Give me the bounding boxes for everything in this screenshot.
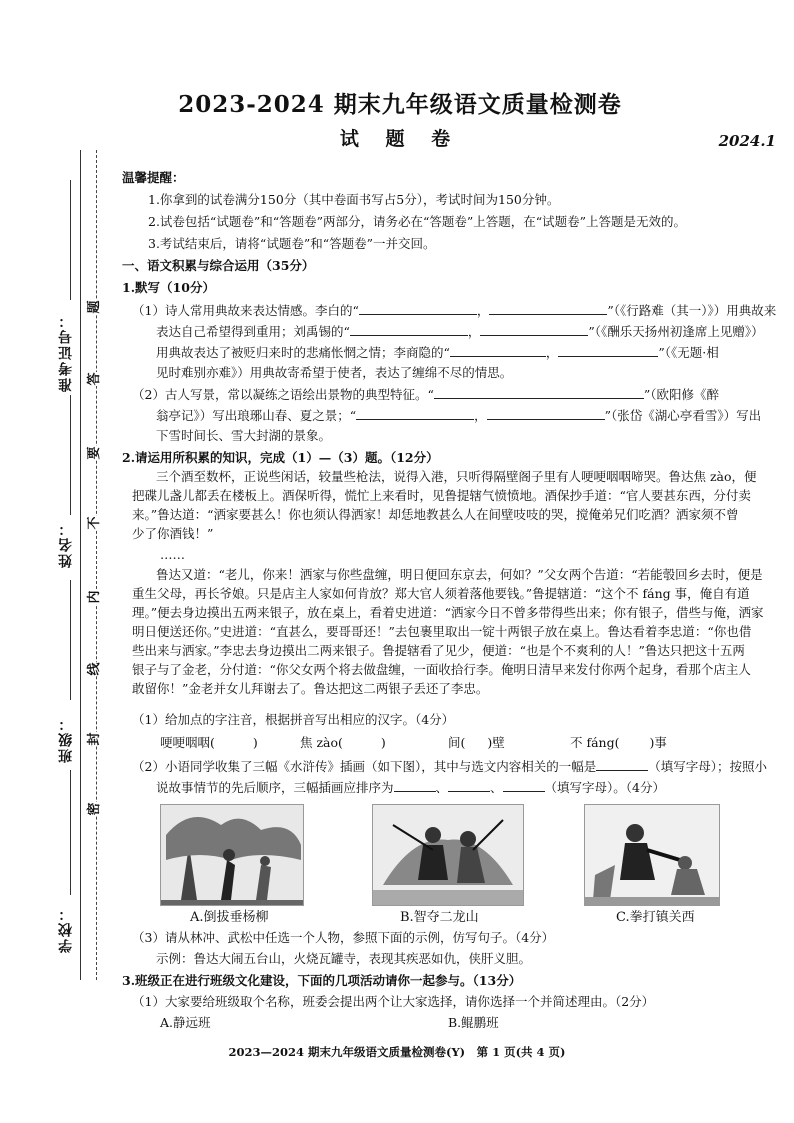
pinyin-item: 哽哽咽咽( ) [160, 735, 258, 750]
q3-sub1: （1）大家要给班级取个名称，班委会提出两个让大家选择，请你选择一个并简述理由。（2分） [132, 994, 655, 1009]
pinyin-item: 间( )壁 [448, 735, 505, 750]
seal-char: 答 [87, 372, 102, 386]
q1-line: 用典故表达了被贬归来时的悲痛怅惘之情；李商隐的“ ， ”（《无题·相 [156, 345, 719, 360]
battle-illustration-icon [373, 805, 523, 905]
illustration-caption: C.拳打镇关西 [616, 910, 695, 925]
passage-line: 银子与了金老，分付道：“你父女两个将去做盘缠，一面收拾行李。俺明日清早来发付你两个起身，看那个店主人 [132, 662, 751, 677]
seal-char: 内 [87, 590, 102, 604]
option-a: A.静远班 [160, 1015, 211, 1030]
exam-title: 2023-2024 期末九年级语文质量检测卷 [178, 91, 622, 118]
q2-sub2-cont: 说故事情节的先后顺序，三幅插画应排序为 、 、 （填写字母）。（4分） [156, 780, 666, 795]
field-exam-number-label: 准考证号： [58, 312, 74, 392]
q1-line: （1）诗人常用典故来表达情感。李白的“ ， ”（《行路难（其一）》）用典故来 [132, 303, 777, 318]
passage-line: 少了你酒钱！” [132, 526, 214, 541]
passage-line: 理。”便去身边摸出五两来银子，放在桌上，看着史进道：“洒家今日不曾多带得些出来；你有银子，借些与俺，洒家 [132, 605, 764, 620]
illustration-a [160, 804, 304, 906]
q2-example: 示例：鲁达大闹五台山，火烧瓦罐寺，表现其疾恶如仇，侠肝义胆。 [156, 951, 532, 966]
tree-illustration-icon [161, 805, 303, 905]
pinyin-item: 不 fáng( )事 [570, 735, 667, 750]
passage-line: 鲁达又道：“老儿，你来！洒家与你些盘缠，明日便回东京去，何如？”父女两个告道：“若能彀回乡去时，便是 [156, 567, 763, 582]
section-heading: 一、语文积累与综合运用（35分） [122, 258, 315, 273]
binding-dashed-line [96, 150, 97, 980]
q2-sub2: （2）小语同学收集了三幅《水浒传》插画（如下图），其中与选文内容相关的一幅是 （填写字母）；按照小 [132, 759, 767, 774]
exam-subtitle: 试 题 卷 [339, 128, 461, 150]
q2-sub3: （3）请从林冲、武松中任选一个人物，参照下面的示例，仿写句子。（4分） [132, 930, 555, 945]
passage-line: 些出来与洒家。”李忠去身边摸出二两来银子。鲁提辖看了见少，便道：“也是个不爽利的人！”鲁达只把这十五两 [132, 643, 745, 658]
field-school-line [70, 770, 71, 895]
notice-heading: 温馨提醒： [122, 170, 185, 185]
exam-date: 2024.1 [718, 132, 776, 150]
passage-line: 敢留你！”金老并女儿拜谢去了。鲁达把这二两银子丢还了李忠。 [132, 681, 489, 696]
passage-line: 重生父母，再长爷娘。只是店主人家如何肯放？郑大官人须着落他要钱。”鲁提辖道：“这个不 fáng 事，俺自有道 [132, 586, 750, 601]
q1-line: 翁亭记》）写出琅琊山春、夏之景；“ ， ”（张岱《湖心亭看雪》）写出 [156, 408, 762, 423]
seal-char: 密 [87, 802, 102, 816]
seal-char: 要 [87, 446, 102, 460]
illustration-b [372, 804, 524, 906]
pinyin-item: 焦 zào( ) [300, 735, 386, 750]
question-2-heading: 2.请运用所积累的知识，完成（1）—（3）题。（12分） [122, 450, 439, 465]
q1-line: 表达自己希望得到重用；刘禹锡的“ ， ”（《酬乐天扬州初逢席上见赠》） [156, 324, 764, 339]
q2-sub1: （1）给加点的字注音，根据拼音写出相应的汉字。（4分） [132, 712, 455, 727]
field-exam-number-line [70, 180, 71, 300]
notice-item: 3.考试结束后，请将“试题卷”和“答题卷”一并交回。 [148, 236, 436, 251]
field-name-label: 姓名： [58, 520, 74, 568]
binding-solid-line [80, 150, 81, 980]
seal-char: 封 [87, 732, 102, 746]
fight-illustration-icon [585, 805, 719, 905]
passage-line: 来。”鲁达道：“洒家要甚么！你也须认得洒家！却恁地教甚么人在间壁吱吱的哭，搅俺弟兄们吃酒？洒家须不曾 [132, 507, 739, 522]
notice-item: 1.你拿到的试卷满分150分（其中卷面书写占5分），考试时间为150分钟。 [148, 192, 560, 207]
seal-char: 题 [87, 300, 102, 314]
page-footer: 2023—2024 期末九年级语文质量检测卷(Y) 第 1 页(共 4 页) [228, 1045, 566, 1059]
passage-line: 三个酒至数杯，正说些闲话，较量些枪法，说得入港，只听得隔壁阁子里有人哽哽咽咽啼哭。鲁达焦 zào，便 [156, 469, 757, 484]
binding-strip [0, 0, 112, 1123]
q1-line: （2）古人写景，常以凝练之语绘出景物的典型特征。“ ”（欧阳修《醉 [132, 387, 720, 402]
illustration-caption: B.智夺二龙山 [400, 910, 479, 925]
option-b: B.鲲鹏班 [448, 1015, 499, 1030]
passage-line: 把碟儿盏儿都丢在楼板上。酒保听得，慌忙上来看时，见鲁提辖气愤愤地。酒保抄手道：“官人要甚东西，分付卖 [132, 488, 751, 503]
q1-line: 见时难别亦难》）用典故寄希望于使者，表达了缠绵不尽的情思。 [156, 365, 513, 380]
passage-ellipsis: …… [160, 547, 185, 562]
passage-line: 明日便送还你。”史进道：“直甚么，要哥哥还！”去包裹里取出一锭十两银子放在桌上。鲁达看着李忠道：“你也借 [132, 624, 752, 639]
field-name-line [70, 395, 71, 515]
field-class-line [70, 580, 71, 700]
seal-char: 线 [87, 662, 102, 676]
illustration-caption: A.倒拔垂杨柳 [190, 910, 269, 925]
illustration-c [584, 804, 720, 906]
question-3-heading: 3.班级正在进行班级文化建设，下面的几项活动请你一起参与。（13分） [122, 973, 522, 988]
field-school-label: 学校： [58, 905, 74, 953]
question-1-heading: 1.默写（10分） [122, 280, 215, 295]
notice-item: 2.试卷包括“试题卷”和“答题卷”两部分，请务必在“答题卷”上答题，在“试题卷”上答题是无效的。 [148, 214, 687, 229]
q1-line: 下雪时间长、雪大封湖的景象。 [156, 428, 332, 443]
seal-char: 不 [87, 516, 102, 530]
field-class-label: 班级： [58, 715, 74, 763]
